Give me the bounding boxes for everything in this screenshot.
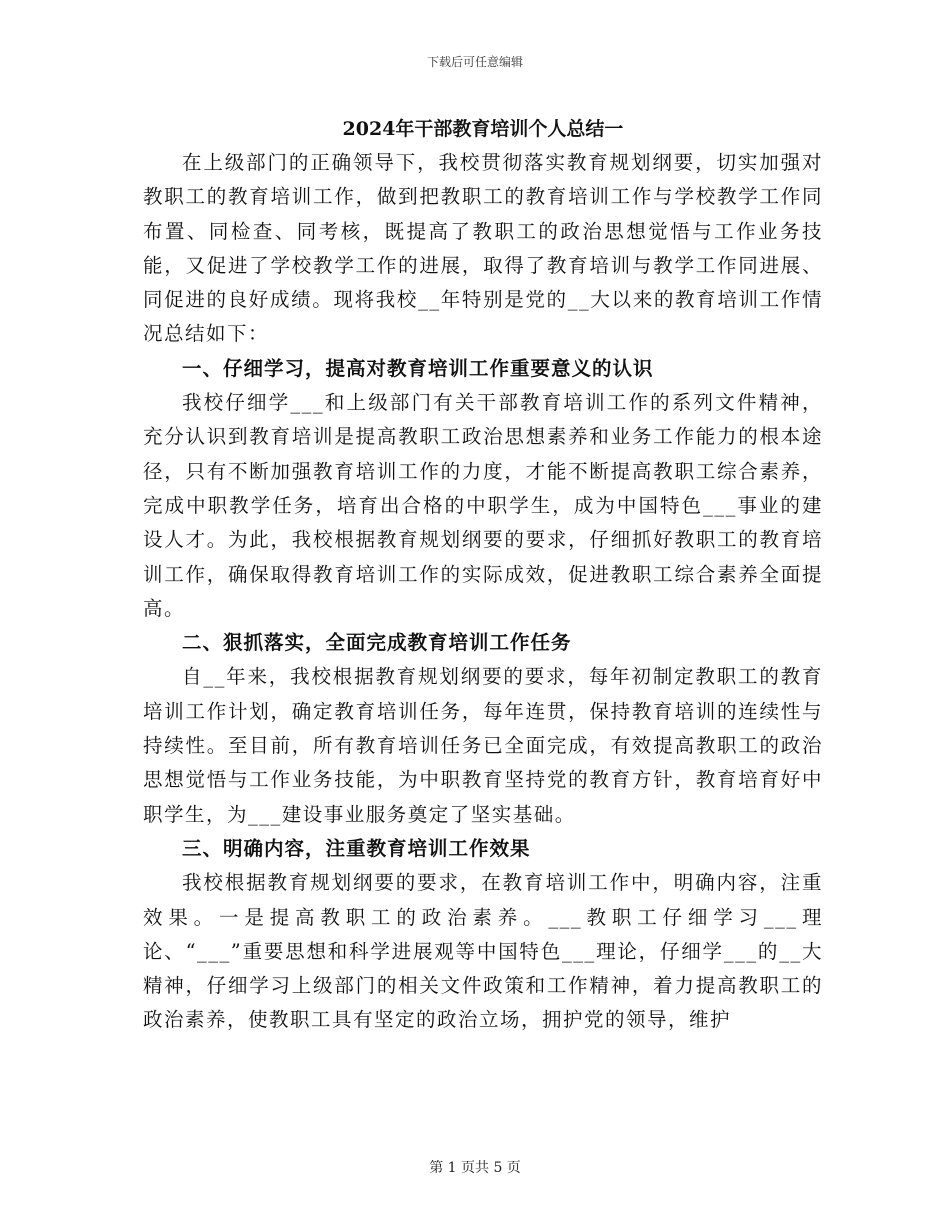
paragraph-section-3: 我校根据教育规划纲要的要求，在教育培训工作中，明确内容，注重效果。一是提高教职工的政治素养。___教职工仔细学习___理论、“___”重要思想和科学进展观等中国特色___理论，仔细学___的__大精神，仔细学习上级部门的相关文件政策和工作精神，着力提高教职工的政治素养，使教职工具有坚定的政治立场，拥护党的领导，维护 bbox=[143, 871, 823, 1032]
document-title: 2024年干部教育培训个人总结一 bbox=[342, 118, 624, 140]
page-number-footer: 第 1 页共 5 页 bbox=[429, 1160, 521, 1176]
paragraph-section-1: 我校仔细学___和上级部门有关干部教育培训工作的系列文件精神，充分认识到教育培训是提高教职工政治思想素养和业务工作能力的根本途径，只有不断加强教育培训工作的力度，才能不断提高教职工综合素养，完成中职教学任务，培育出合格的中职学生，成为中国特色___事业的建设人才。为此，我校根据教育规划纲要的要求，仔细抓好教职工的教育培训工作，确保取得教育培训工作的实际成效，促进教职工综合素养全面提高。 bbox=[143, 391, 823, 620]
section-heading-1: 一、仔细学习，提高对教育培训工作重要意义的认识 bbox=[182, 356, 654, 380]
section-heading-2: 二、狠抓落实，全面完成教育培训工作任务 bbox=[182, 631, 572, 655]
section-heading-3: 三、明确内容，注重教育培训工作效果 bbox=[182, 836, 531, 860]
page-header-note: 下载后可任意编辑 bbox=[426, 55, 523, 69]
document-body bbox=[143, 112, 823, 1038]
paragraph-section-2: 自__年来，我校根据教育规划纲要的要求，每年初制定教职工的教育培训工作计划，确定教育培训任务，每年连贯，保持教育培训的连续性与持续性。至目前，所有教育培训任务已全面完成，有效提高教职工的政治思想觉悟与工作业务技能，为中职教育坚持党的教育方针，教育培育好中职学生，为___建设事业服务奠定了坚实基础。 bbox=[143, 665, 823, 826]
paragraph-intro: 在上级部门的正确领导下，我校贯彻落实教育规划纲要，切实加强对教职工的教育培训工作，做到把教职工的教育培训工作与学校教学工作同布置、同检查、同考核，既提高了教职工的政治思想觉悟与工作业务技能，又促进了学校教学工作的进展，取得了教育培训与教学工作同进展、同促进的良好成绩。现将我校__年特别是党的__大以来的教育培训工作情况总结如下： bbox=[143, 151, 823, 346]
